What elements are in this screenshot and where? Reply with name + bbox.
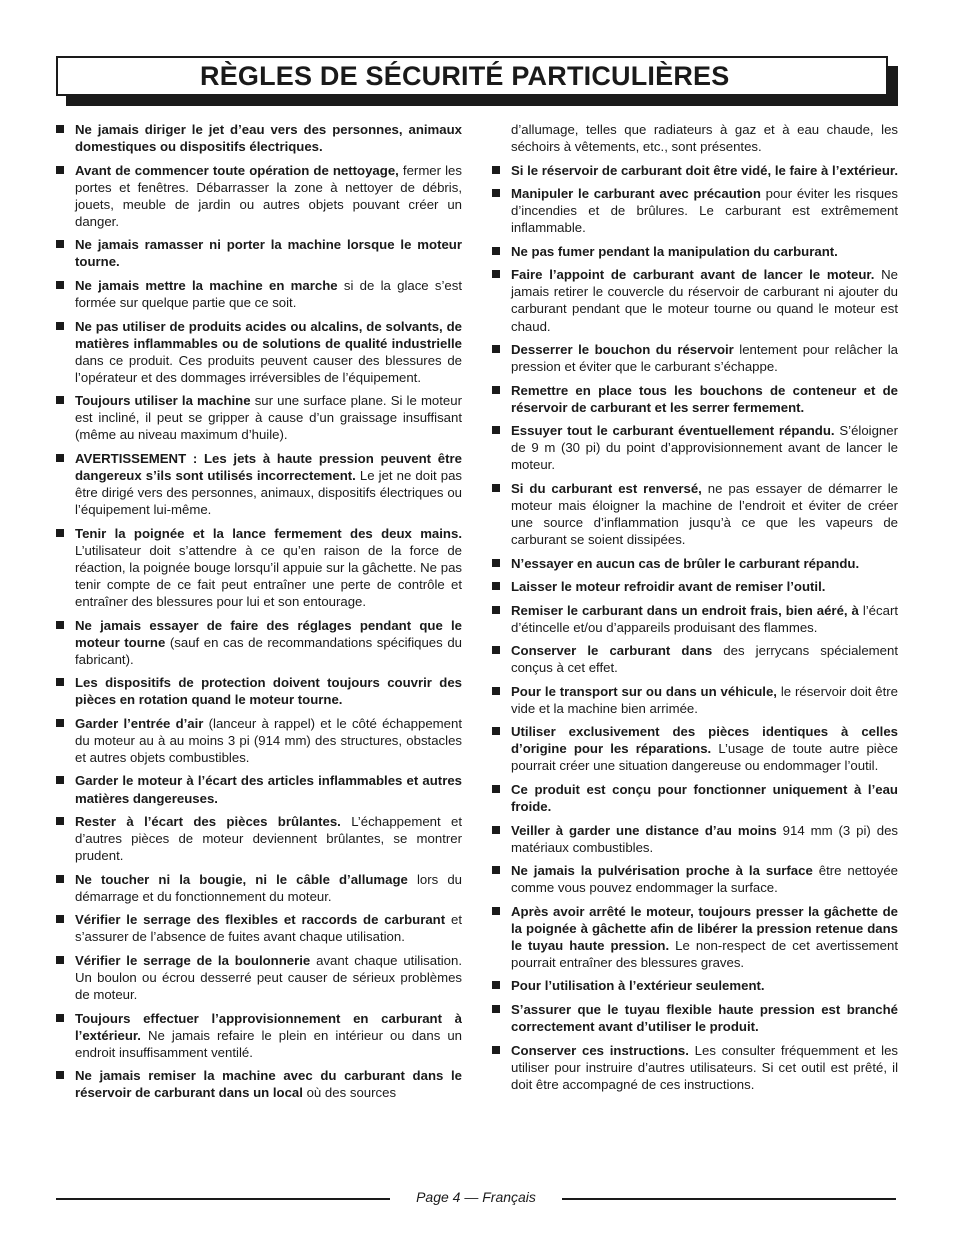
item-bold-text: Vérifier le serrage de la boulonnerie xyxy=(75,952,311,968)
item-bold-text: Essuyer tout le carburant éventuellement répandu. xyxy=(511,423,835,439)
square-bullet-icon xyxy=(492,559,500,567)
list-item xyxy=(56,450,462,518)
list-item xyxy=(492,822,898,856)
square-bullet-icon xyxy=(492,426,500,434)
list-item xyxy=(56,277,462,311)
item-bold-text: Garder le moteur à l’écart des articles inflammables et autres matières dangereuses. xyxy=(75,773,462,806)
item-bold-text: Ne jamais mettre la machine en marche xyxy=(75,277,338,293)
item-text: L’utilisateur doit s’attendre à ce qu’en raison de la force de réaction, la poignée bouge lorsqu’il appuie sur la gâchette. Ne pas tenir compte de ce fait peut entraîner une perte de contrôle et entraîner des blessures pour lui et son entourage. xyxy=(75,542,462,610)
item-bold-text: Ne jamais la pulvérisation proche à la surface xyxy=(511,863,813,879)
item-bold-text: Conserver ces instructions. xyxy=(511,1042,689,1058)
item-text: si de la glace s’est formée sur quelque partie que ce soit. xyxy=(75,277,463,311)
list-item xyxy=(492,578,898,595)
item-bold-text: Ne pas fumer pendant la manipulation du carburant. xyxy=(511,243,838,259)
item-bold-text: Remettre en place tous les bouchons de conteneur et de réservoir de carburant et les serrer fermement. xyxy=(511,382,898,415)
item-text: être nettoyée comme vous pouvez endommager la surface. xyxy=(511,863,898,896)
page-footer: Page 4 — Français xyxy=(416,1189,536,1205)
item-bold-text: Pour l’utilisation à l’extérieur seulement. xyxy=(511,978,765,994)
square-bullet-icon xyxy=(492,582,500,590)
item-bold-text: Utiliser exclusivement des pièces identiques à celles d’origine pour les réparations. xyxy=(511,724,898,757)
square-bullet-icon xyxy=(492,866,500,874)
item-bold-text: Ne jamais remiser la machine avec du carburant dans le réservoir de carburant dans un local xyxy=(75,1068,462,1101)
square-bullet-icon xyxy=(492,981,500,989)
square-bullet-icon xyxy=(492,1005,500,1013)
item-text: avant chaque utilisation. Un boulon ou écrou desserré peut causer de sérieux problèmes de moteur. xyxy=(75,952,462,1003)
square-bullet-icon xyxy=(492,687,500,695)
item-text: où des sources xyxy=(302,1085,397,1101)
item-bold-text: Avant de commencer toute opération de nettoyage, xyxy=(75,162,399,178)
item-bold-text: Veiller à garder une distance d’au moins xyxy=(511,822,777,838)
item-text: Ne jamais retirer le couvercle du réservoir de carburant ni ajouter du carburant pendant que le moteur tourne ou quand le moteur est chaud. xyxy=(511,267,898,334)
square-bullet-icon xyxy=(56,621,64,629)
list-item xyxy=(492,977,898,994)
item-text: Le non-respect de cet avertissement pourrait entraîner des blessures graves. xyxy=(511,937,898,970)
page-title: RÈGLES DE SÉCURITÉ PARTICULIÈRES xyxy=(200,60,730,91)
item-bold-text: Manipuler le carburant avec précaution xyxy=(511,186,761,202)
square-bullet-icon xyxy=(56,817,64,825)
item-text: fermer les portes et fenêtres. Débarrasser la zone à nettoyer de débris, jouets, meuble de jardin ou autres objets pouvant créer un danger. xyxy=(75,162,462,229)
list-item xyxy=(56,1067,462,1101)
item-text: Ne jamais refaire le plein en intérieur ou dans un endroit insuffisamment ventilé. xyxy=(75,1027,462,1060)
continued-text: d’allumage, telles que radiateurs à gaz et à eau chaude, les séchoirs à vêtements, etc., sont présentes. xyxy=(511,122,898,155)
list-item xyxy=(56,674,462,708)
square-bullet-icon xyxy=(56,125,64,133)
left-column xyxy=(56,121,462,1108)
item-bold-text: Conserver le carburant dans xyxy=(511,643,713,659)
item-text: L’usage de toute autre pièce pourrait créer une situation dangereuse ou endommager l’outil. xyxy=(511,741,898,774)
list-item xyxy=(492,723,898,774)
square-bullet-icon xyxy=(56,166,64,174)
square-bullet-icon xyxy=(56,396,64,404)
item-bold-text: Tenir la poignée et la lance fermement des deux mains. xyxy=(75,525,462,541)
list-item xyxy=(56,952,462,1003)
item-text: S’éloigner de 9 m (30 pi) du point d’approvisionnement avant de lancer le moteur. xyxy=(511,423,898,473)
list-item xyxy=(56,236,462,270)
square-bullet-icon xyxy=(56,529,64,537)
list-item xyxy=(492,243,898,260)
item-bold-text: Ne jamais diriger le jet d’eau vers des personnes, animaux domestiques ou dispositifs électriques. xyxy=(75,122,462,155)
list-item xyxy=(492,1001,898,1035)
square-bullet-icon xyxy=(492,646,500,654)
item-text: et s’assurer de l’absence de fuites avant chaque utilisation. xyxy=(75,912,462,945)
square-bullet-icon xyxy=(56,678,64,686)
square-bullet-icon xyxy=(56,1071,64,1079)
item-text: Le jet ne doit pas être dirigé vers des personnes, animaux, dispositifs électriques ou l’équipement lui-même. xyxy=(75,468,462,518)
square-bullet-icon xyxy=(492,166,500,174)
item-text: lors du démarrage et du fonctionnement du moteur. xyxy=(75,871,462,904)
item-bold-text: Ce produit est conçu pour fonctionner uniquement à l’eau froide. xyxy=(511,781,898,815)
list-item xyxy=(492,422,898,473)
item-text: 914 mm (3 pi) des matériaux combustibles. xyxy=(511,822,898,855)
list-item xyxy=(492,862,898,896)
item-bold-text: N’essayer en aucun cas de brûler le carburant répandu. xyxy=(511,555,860,571)
footer-rule-left xyxy=(56,1198,390,1200)
item-bold-text: Rester à l’écart des pièces brûlantes. xyxy=(75,814,341,830)
list-item xyxy=(56,715,462,766)
square-bullet-icon xyxy=(492,270,500,278)
square-bullet-icon xyxy=(56,454,64,462)
square-bullet-icon xyxy=(56,281,64,289)
list-item xyxy=(492,781,898,815)
list-item xyxy=(492,266,898,334)
list-item xyxy=(56,525,462,610)
square-bullet-icon xyxy=(492,826,500,834)
item-text: lentement pour relâcher la pression et éviter que le carburant s’échappe. xyxy=(511,341,898,375)
square-bullet-icon xyxy=(56,875,64,883)
list-item xyxy=(492,555,898,572)
square-bullet-icon xyxy=(492,727,500,735)
item-text: (lanceur à rappel) et le côté échappement du moteur au à au moins 3 pi (914 mm) des structures, obstacles et autres objets combustibles. xyxy=(75,715,462,765)
item-bold-text: Vérifier le serrage des flexibles et raccords de carburant xyxy=(75,912,446,928)
item-text: dans ce produit. Ces produits peuvent causer des blessures de l’opérateur et des dommages irréversibles de l’équipement. xyxy=(75,352,462,385)
item-bold-text: Faire l’appoint de carburant avant de lancer le moteur. xyxy=(511,267,875,283)
item-text: ne pas essayer de démarrer le moteur mais éloigner la machine de l’endroit et éviter de créer une source d’inflammation jusqu’à ce que les vapeurs de carburant se soient dissipées. xyxy=(511,480,898,548)
list-item xyxy=(56,813,462,864)
list-item xyxy=(492,903,898,971)
item-bold-text: Toujours effectuer l’approvisionnement en carburant à l’extérieur. xyxy=(75,1010,462,1043)
square-bullet-icon xyxy=(56,240,64,248)
item-bold-text: S’assurer que le tuyau flexible haute pression est branché correctement avant d’utiliser le produit. xyxy=(511,1001,898,1035)
square-bullet-icon xyxy=(56,956,64,964)
item-text: Les consulter fréquemment et les utiliser pour instruire d’autres utilisateurs. Si cet outil est prêté, il doit être accompagné de ces instructions. xyxy=(511,1042,898,1092)
item-bold-text: Ne jamais ramasser ni porter la machine lorsque le moteur tourne. xyxy=(75,237,462,270)
list-item xyxy=(56,617,462,668)
list-item xyxy=(492,382,898,416)
title-box xyxy=(56,56,888,96)
square-bullet-icon xyxy=(492,785,500,793)
item-bold-text: Garder l’entrée d’air xyxy=(75,715,204,731)
list-item xyxy=(492,162,898,179)
list-item xyxy=(56,871,462,905)
list-item xyxy=(492,480,898,548)
item-bold-text: AVERTISSEMENT : Les jets à haute pression peuvent être dangereux s’ils sont utilisés incorrectement. xyxy=(75,450,462,484)
list-item xyxy=(492,683,898,717)
square-bullet-icon xyxy=(492,1046,500,1054)
list-item xyxy=(492,642,898,676)
list-item xyxy=(56,1010,462,1061)
list-item xyxy=(56,911,462,945)
item-text: L’échappement et d’autres pièces de moteur deviennent brûlantes, se montrer prudent. xyxy=(75,814,463,864)
square-bullet-icon xyxy=(492,247,500,255)
square-bullet-icon xyxy=(56,322,64,330)
item-bold-text: Les dispositifs de protection doivent toujours couvrir des pièces en rotation quand le moteur tourne. xyxy=(75,675,462,708)
square-bullet-icon xyxy=(56,719,64,727)
list-item xyxy=(492,185,898,236)
item-bold-text: Laisser le moteur refroidir avant de remiser l’outil. xyxy=(511,579,826,595)
list-item xyxy=(492,341,898,375)
list-item xyxy=(56,318,462,386)
list-item xyxy=(56,121,462,155)
item-text: sur une surface plane. Si le moteur est incliné, il peut se gripper à cause d’un graissage insuffisant (même au niveau maximum d’huile). xyxy=(75,393,462,443)
item-bold-text: Ne toucher ni la bougie, ni le câble d’allumage xyxy=(75,871,408,887)
item-text: (sauf en cas de recommandations spécifiques du fabricant). xyxy=(75,634,462,667)
item-text: des jerrycans spécialement conçus à cet effet. xyxy=(511,643,898,676)
item-bold-text: Desserrer le bouchon du réservoir xyxy=(511,341,734,357)
list-item xyxy=(56,392,462,443)
list-item xyxy=(492,602,898,636)
item-bold-text: Si le réservoir de carburant doit être vidé, le faire à l’extérieur. xyxy=(511,162,899,178)
right-column xyxy=(492,121,898,1099)
item-text: l’écart d’étincelle et/ou d’appareils produisant des flammes. xyxy=(511,602,898,635)
square-bullet-icon xyxy=(56,915,64,923)
footer-rule-right xyxy=(562,1198,896,1200)
item-bold-text: Ne pas utiliser de produits acides ou alcalins, de solvants, de matières inflammables ou de solutions de qualité industrielle xyxy=(75,318,462,351)
square-bullet-icon xyxy=(492,484,500,492)
item-bold-text: Ne jamais essayer de faire des réglages pendant que le moteur tourne xyxy=(75,617,462,650)
square-bullet-icon xyxy=(492,606,500,614)
square-bullet-icon xyxy=(492,189,500,197)
list-item xyxy=(492,1042,898,1093)
list-item xyxy=(56,772,462,806)
square-bullet-icon xyxy=(492,907,500,915)
item-bold-text: Remiser le carburant dans un endroit frais, bien aéré, à xyxy=(511,602,859,618)
list-item xyxy=(56,162,462,230)
square-bullet-icon xyxy=(56,776,64,784)
square-bullet-icon xyxy=(56,1014,64,1022)
square-bullet-icon xyxy=(492,345,500,353)
item-bold-text: Toujours utiliser la machine xyxy=(75,393,251,409)
item-bold-text: Pour le transport sur ou dans un véhicule, xyxy=(511,683,777,699)
square-bullet-icon xyxy=(492,386,500,394)
item-bold-text: Après avoir arrêté le moteur, toujours presser la gâchette de la poignée à gâchette afin de libérer la pression retenue dans le tuyau haute pression. xyxy=(511,903,898,953)
item-text: le réservoir doit être vide et la machine bien arrimée. xyxy=(511,683,899,716)
item-bold-text: Si du carburant est renversé, xyxy=(511,480,702,496)
item-text: pour éviter les risques d’incendies et de brûlures. Le carburant est extrêmement inflammable. xyxy=(511,186,898,236)
